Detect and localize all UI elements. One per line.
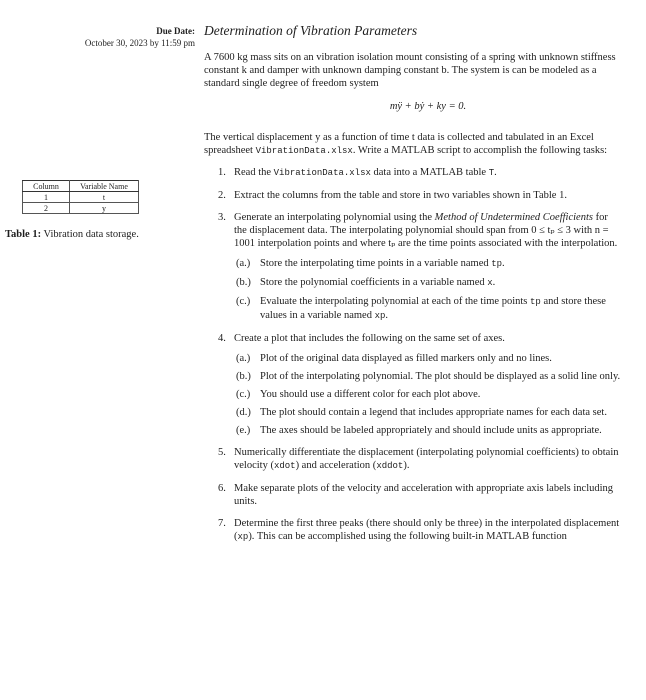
task-item: 6. Make separate plots of the velocity and acceleration with appropriate axis labels including units.	[218, 483, 614, 507]
task-item: 1. Read the VibrationData.xlsx data into a MATLAB table T.	[218, 167, 497, 178]
table-header: Column	[23, 181, 70, 192]
task-item: 7. Determine the first three peaks (there should only be three) in the interpolated displacement (xp). This can be accomplished using the following built-in MATLAB function	[218, 518, 620, 542]
task-item: 5. Numerically differentiate the displacement (interpolating polynomial coefficients) to obtain velocity (xdot) and acceleration (xddot).	[218, 447, 619, 471]
due-date-value: October 30, 2023 by 11:59 pm	[84, 38, 195, 48]
table-cell: 1	[23, 192, 70, 203]
equation: mÿ + bẏ + ky = 0.	[389, 101, 467, 112]
table-header: Variable Name	[70, 181, 139, 192]
task-item: 2. Extract the columns from the table and store in two variables shown in Table 1.	[218, 190, 567, 201]
task-paragraph: The vertical displacement y as a function of time t data is collected and tabulated in an Excel spreadsheet VibrationData.xlsx. Write a MATLAB script to accomplish the following tasks:	[204, 132, 608, 156]
caption-label: Table 1:	[5, 229, 42, 240]
subtask-item: (a.) Store the interpolating time points in a variable named tp.	[236, 258, 505, 269]
file-name: VibrationData.xlsx	[255, 146, 353, 156]
due-date-label: Due Date:	[156, 26, 195, 36]
subtask-item: (b.) Plot of the interpolating polynomial. The plot should be displayed as a solid line only.	[236, 371, 621, 382]
subtask-list	[234, 352, 622, 437]
subtask-item: (e.) The axes should be labeled appropriately and should include units as appropriate.	[236, 425, 602, 436]
table-row	[23, 192, 139, 203]
task-item: 3. Generate an interpolating polynomial using the Method of Undetermined Coefficients for the displacement data. The interpolating polynomial should span from 0 ≤ tₚ ≤ 3 with n = 1001 interpolation points and where tₚ are the time points associated with the interpolation. (a.) Store the interpolating time points in a variable named tp. (b.) Store the polynomial coefficients in a variable named x. (c.) Evaluate the interpolating polynomial at each of the time points tp and store these values in a variable named xp.	[204, 211, 622, 323]
variable-storage-table	[22, 180, 139, 214]
caption-text: Vibration data storage.	[43, 229, 139, 240]
table-row	[23, 203, 139, 214]
subtask-item: (a.) Plot of the original data displayed as filled markers only and no lines.	[236, 353, 552, 364]
task-item: 4. Create a plot that includes the following on the same set of axes. (a.) Plot of the original data displayed as filled markers only and no lines. (b.) Plot of the interpolating polynomial. The plot should be displayed as a solid line only. (c.) You should use a different color for each plot above. (d.) The plot should contain a legend that includes appropriate names for each data set. (e.) The axes should be labeled appropriately and should include units as appropriate.	[218, 333, 621, 436]
subtask-item: (c.) Evaluate the interpolating polynomial at each of the time points tp and store these values in a variable named xp.	[236, 296, 606, 321]
assignment-body	[204, 24, 622, 553]
intro-paragraph: A 7600 kg mass sits on an vibration isolation mount consisting of a spring with unknown stiffness constant k and damper with unknown damping constant b. The system is can be modeled as a standard single degree of freedom system	[204, 52, 616, 89]
table-caption	[5, 229, 139, 240]
subtask-item: (d.) The plot should contain a legend that includes appropriate names for each data set.	[236, 407, 607, 418]
subtask-item: (b.) Store the polynomial coefficients in a variable named x.	[236, 277, 496, 288]
task-list	[204, 166, 622, 544]
table-cell: y	[70, 203, 139, 214]
table-cell: t	[70, 192, 139, 203]
table-cell: 2	[23, 203, 70, 214]
method-name: Method of Undetermined Coefficients	[434, 212, 593, 223]
subtask-list	[234, 257, 622, 323]
page-title: Determination of Vibration Parameters	[204, 23, 418, 38]
subtask-item: (c.) You should use a different color for each plot above.	[236, 389, 481, 400]
